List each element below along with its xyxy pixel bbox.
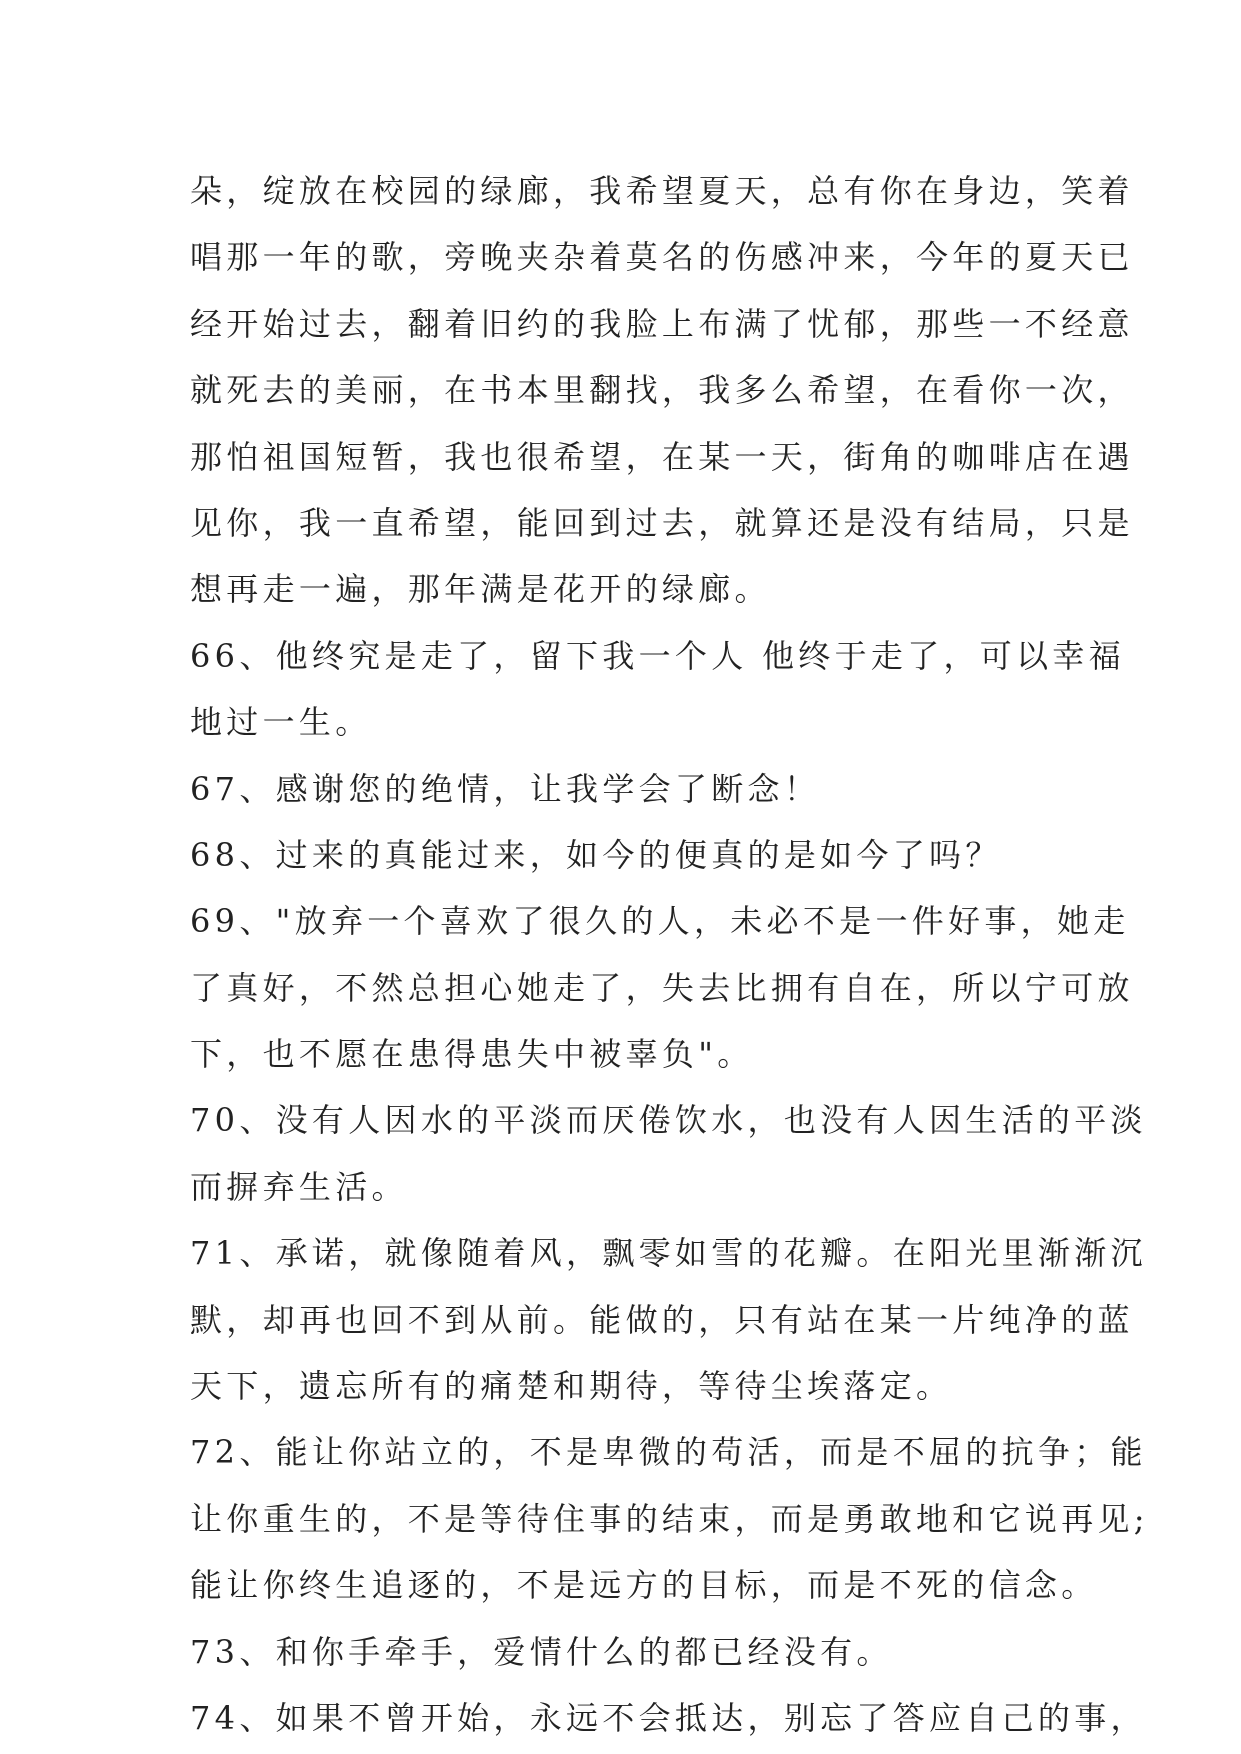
text-line: 71、承诺，就像随着风，飘零如雪的花瓣。在阳光里渐渐沉: [190, 1234, 1147, 1273]
text-line: 经开始过去，翻着旧约的我脸上布满了忧郁，那些一不经意: [190, 304, 1134, 343]
text-line: 朵，绽放在校园的绿廊，我希望夏天，总有你在身边，笑着: [190, 172, 1134, 210]
text-line: 了真好，不然总担心她走了，失去比拥有自在，所以宁可放: [190, 968, 1134, 1007]
text-line: 让你重生的，不是等待住事的结束，而是勇敢地和它说再见;: [190, 1499, 1149, 1538]
text-line: 73、和你手牵手，爱情什么的都已经没有。: [190, 1632, 893, 1671]
text-line: 地过一生。: [190, 703, 372, 742]
text-line: 天下，遗忘所有的痛楚和期待，等待尘埃落定。: [190, 1367, 953, 1406]
text-line: 想再走一遍，那年满是花开的绿廊。: [190, 570, 771, 609]
text-line: 66、他终究是走了，留下我一个人 他终于走了，可以幸福: [190, 636, 1125, 675]
body-text: [190, 158, 1149, 1751]
text-line: 下，也不愿在患得患失中被辜负"。: [190, 1035, 754, 1074]
text-line: 就死去的美丽，在书本里翻找，我多么希望，在看你一次，: [190, 371, 1134, 410]
text-line: 72、能让你站立的，不是卑微的苟活，而是不屈的抗争；能: [190, 1433, 1147, 1472]
text-line: 70、没有人因水的平淡而厌倦饮水，也没有人因生活的平淡: [190, 1101, 1147, 1140]
text-line: 67、感谢您的绝情，让我学会了断念！: [190, 769, 821, 808]
text-line: 默，却再也回不到从前。能做的，只有站在某一片纯净的蓝: [190, 1300, 1134, 1339]
text-line: 74、如果不曾开始，永远不会抵达，别忘了答应自己的事，: [190, 1698, 1147, 1737]
text-line: 而摒弃生活。: [190, 1167, 408, 1206]
text-line: 唱那一年的歌，旁晚夹杂着莫名的伤感冲来，今年的夏天已: [190, 238, 1134, 277]
text-line: 能让你终生追逐的，不是远方的目标，而是不死的信念。: [190, 1566, 1098, 1605]
text-line: 那怕祖国短暂，我也很希望，在某一天，街角的咖啡店在遇: [190, 437, 1134, 476]
text-line: 69、"放弃一个喜欢了很久的人，未必不是一件好事，她走: [190, 902, 1130, 941]
text-line: 68、过来的真能过来，如今的便真的是如今了吗？: [190, 835, 1002, 874]
text-line: 见你，我一直希望，能回到过去，就算还是没有结局，只是: [190, 503, 1134, 542]
